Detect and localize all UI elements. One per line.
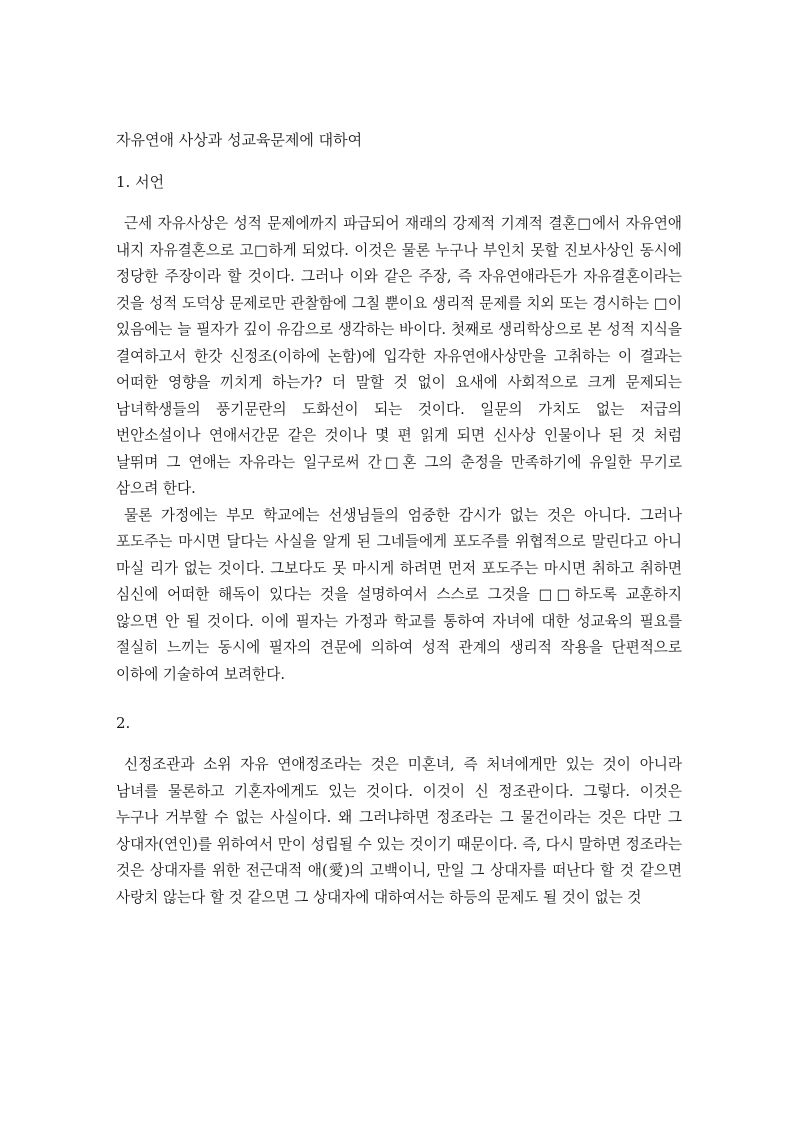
document-page [116,127,682,911]
section-1-paragraph-2: 물론 가정에는 부모 학교에는 선생님들의 엄중한 감시가 없는 것은 아니다. 그러나 포도주는 마시면 달다는 사실을 알게 된 그네들에게 포도주를 위협적으로 말린다고 아니 마실 리가 없는 것이다. 그보다도 못 마시게 하려면 먼저 포도주는 마시면 취하고 취하면 심신에 어떠한 해독이 있다는 것을 설명하여서 스스로 그것을 □□하도록 교훈하지 않으면 안 될 것이다. 이에 필자는 가정과 학교를 통하여 자녀에 대한 성교육의 필요를 절실히 느끼는 동시에 필자의 견문에 의하여 성적 관계의 생리적 작용을 단편적으로 이하에 기술하여 보려한다. [116,506,682,683]
document-title: 자유연애 사상과 성교육문제에 대하여 [116,131,363,149]
section-2-heading: 2. [116,714,131,732]
section-1-paragraph-1: 근세 자유사상은 성적 문제에까지 파급되어 재래의 강제적 기계적 결혼□에서 자유연애 내지 자유결혼으로 고□하게 되었다. 이것은 물론 누구나 부인치 못할 진보사상인 동시에 정당한 주장이라 할 것이다. 그러나 이와 같은 주장, 즉 자유연애라든가 자유결혼이라는 것을 성적 도덕상 문제로만 관찰함에 그칠 뿐이요 생리적 문제를 치외 또는 경시하는 □이 있음에는 늘 필자가 깊이 유감으로 생각하는 바이다. 첫째로 생리학상으로 본 성적 지식을 결여하고서 한갓 신정조(이하에 논함)에 입각한 자유연애사상만을 고취하는 이 결과는 어떠한 영향을 끼치게 하는가? 더 말할 것 없이 요새에 사회적으로 크게 문제되는 남녀학생들의 풍기문란의 도화선이 되는 것이다. 일문의 가치도 없는 저급의 번안소설이나 연애서간문 같은 것이나 몇 편 읽게 되면 신사상 인물이나 된 것 처럼 날뛰며 그 연애는 자유라는 일구로써 간□혼 그의 춘정을 만족하기에 유일한 무기로 삼으려 한다. [116,215,682,497]
section-1-heading: 1. 서언 [116,173,165,191]
section-2-paragraph-1: 신정조관과 소위 자유 연애정조라는 것은 미혼녀, 즉 처녀에게만 있는 것이 아니라 남녀를 물론하고 기혼자에게도 있는 것이다. 이것이 신 정조관이다. 그렇다. 이것은 누구나 거부할 수 없는 사실이다. 왜 그러냐하면 정조라는 그 물건이라는 것은 다만 그 상대자(연인)를 위하여서 만이 성립될 수 있는 것이기 때문이다. 즉, 다시 말하면 정조라는 것은 상대자를 위한 전근대적 애(愛)의 고백이니, 만일 그 상대자를 떠난다 할 것 같으면 사랑치 않는다 할 것 같으면 그 상대자에 대하여서는 하등의 문제도 될 것이 없는 것 [116,756,682,906]
